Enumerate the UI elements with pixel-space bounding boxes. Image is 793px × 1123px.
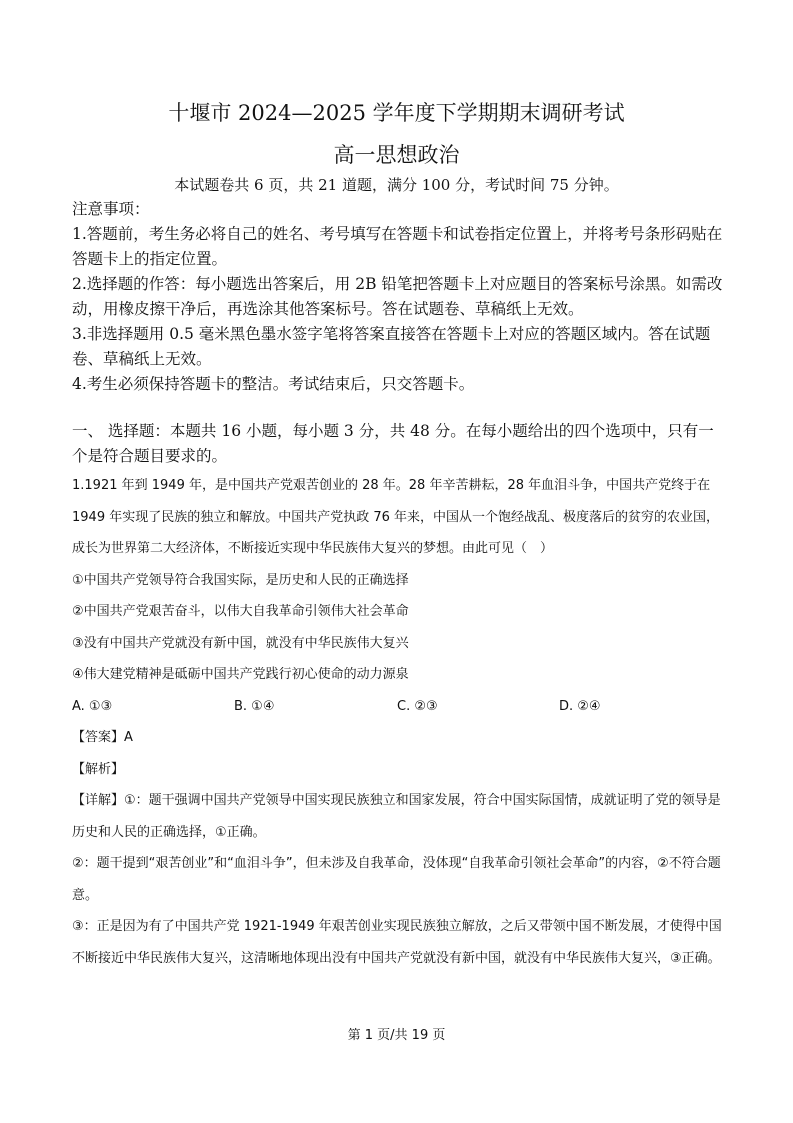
answer-line: [72, 722, 722, 754]
detail-text: ①：题干强调中国共产党领导中国实现民族独立和国家发展，符合中国实际国情，成就证明了党的领导是历史和人民的正确选择，①正确。: [72, 793, 721, 840]
notice-item: 4.考生必须保持答题卡的整洁。考试结束后，只交答题卡。: [72, 375, 475, 393]
statement-4: ④伟大建党精神是砥砺中国共产党践行初心使命的动力源泉: [72, 667, 409, 682]
detail-3: ③：正是因为有了中国共产党 1921-1949 年艰苦创业实现民族独立解放，之后又带领中国不断发展，才使得中国不断接近中华民族伟大复兴，这清晰地体现出没有中国共产党就没有新中国，就没有中华民族伟大复兴，③正确。: [72, 919, 722, 966]
notice-block: [72, 197, 728, 397]
detail-label: 【详解】: [72, 793, 125, 808]
exam-intro: 本试题卷共 6 页，共 21 道题，满分 100 分，考试时间 75 分钟。: [174, 176, 619, 194]
option-c: C. ②③: [397, 698, 438, 714]
exam-title: 十堰市 2024—2025 学年度下学期期末调研考试: [168, 101, 625, 125]
exam-subject: 高一思想政治: [333, 143, 460, 167]
section-heading: 一、 选择题：本题共 16 小题，每小题 3 分，共 48 分。在每小题给出的四个选项中，只有一个是符合题目要求的。: [72, 422, 714, 465]
page-number: 第 1 页/共 19 页: [347, 1028, 446, 1043]
answer-label: 【答案】: [72, 730, 125, 745]
notice-item: 2.选择题的作答：每小题选出答案后，用 2B 铅笔把答题卡上对应题目的答案标号涂黑。如需改动，用橡皮擦干净后，再选涂其他答案标号。答在试题卷、草稿纸上无效。: [72, 275, 723, 318]
option-b: B. ①④: [234, 698, 275, 714]
answer-value: A: [124, 730, 133, 745]
detail-2: ②：题干提到“艰苦创业”和“血泪斗争”，但未涉及自我革命，没体现“自我革命引领社会革命”的内容，②不符合题意。: [72, 856, 721, 903]
question-1: [72, 470, 722, 974]
detail-1: [72, 785, 722, 848]
question-stem: 1.1921 年到 1949 年，是中国共产党艰苦创业的 28 年。28 年辛苦耕耘，28 年血泪斗争，中国共产党终于在 1949 年实现了民族的独立和解放。中国共产党执政 76 年来，中国从一个饱经战乱、极度落后的贫穷的农业国，成长为世界第二大经济体，不断接近实现中华民族伟大复兴的梦想。由此可见（ ）: [72, 478, 720, 556]
statement-3: ③没有中国共产党就没有新中国，就没有中华民族伟大复兴: [72, 635, 409, 651]
notice-heading: 注意事项：: [72, 200, 150, 218]
statement-2: ②中国共产党艰苦奋斗，以伟大自我革命引领伟大社会革命: [72, 604, 409, 619]
notice-item: 1.答题前，考生务必将自己的姓名、考号填写在答题卡和试卷指定位置上，并将考号条形码贴在答题卡上的指定位置。: [72, 225, 723, 268]
notice-item: 3.非选择题用 0.5 毫米黑色墨水签字笔将答案直接答在答题卡上对应的答题区域内。答在试题卷、草稿纸上无效。: [72, 325, 711, 368]
analysis-label: 【解析】: [72, 761, 125, 777]
option-a: A. ①③: [72, 698, 113, 714]
option-d: D. ②④: [559, 698, 601, 714]
statement-1: ①中国共产党领导符合我国实际，是历史和人民的正确选择: [72, 572, 409, 588]
answer-options: [72, 691, 722, 723]
